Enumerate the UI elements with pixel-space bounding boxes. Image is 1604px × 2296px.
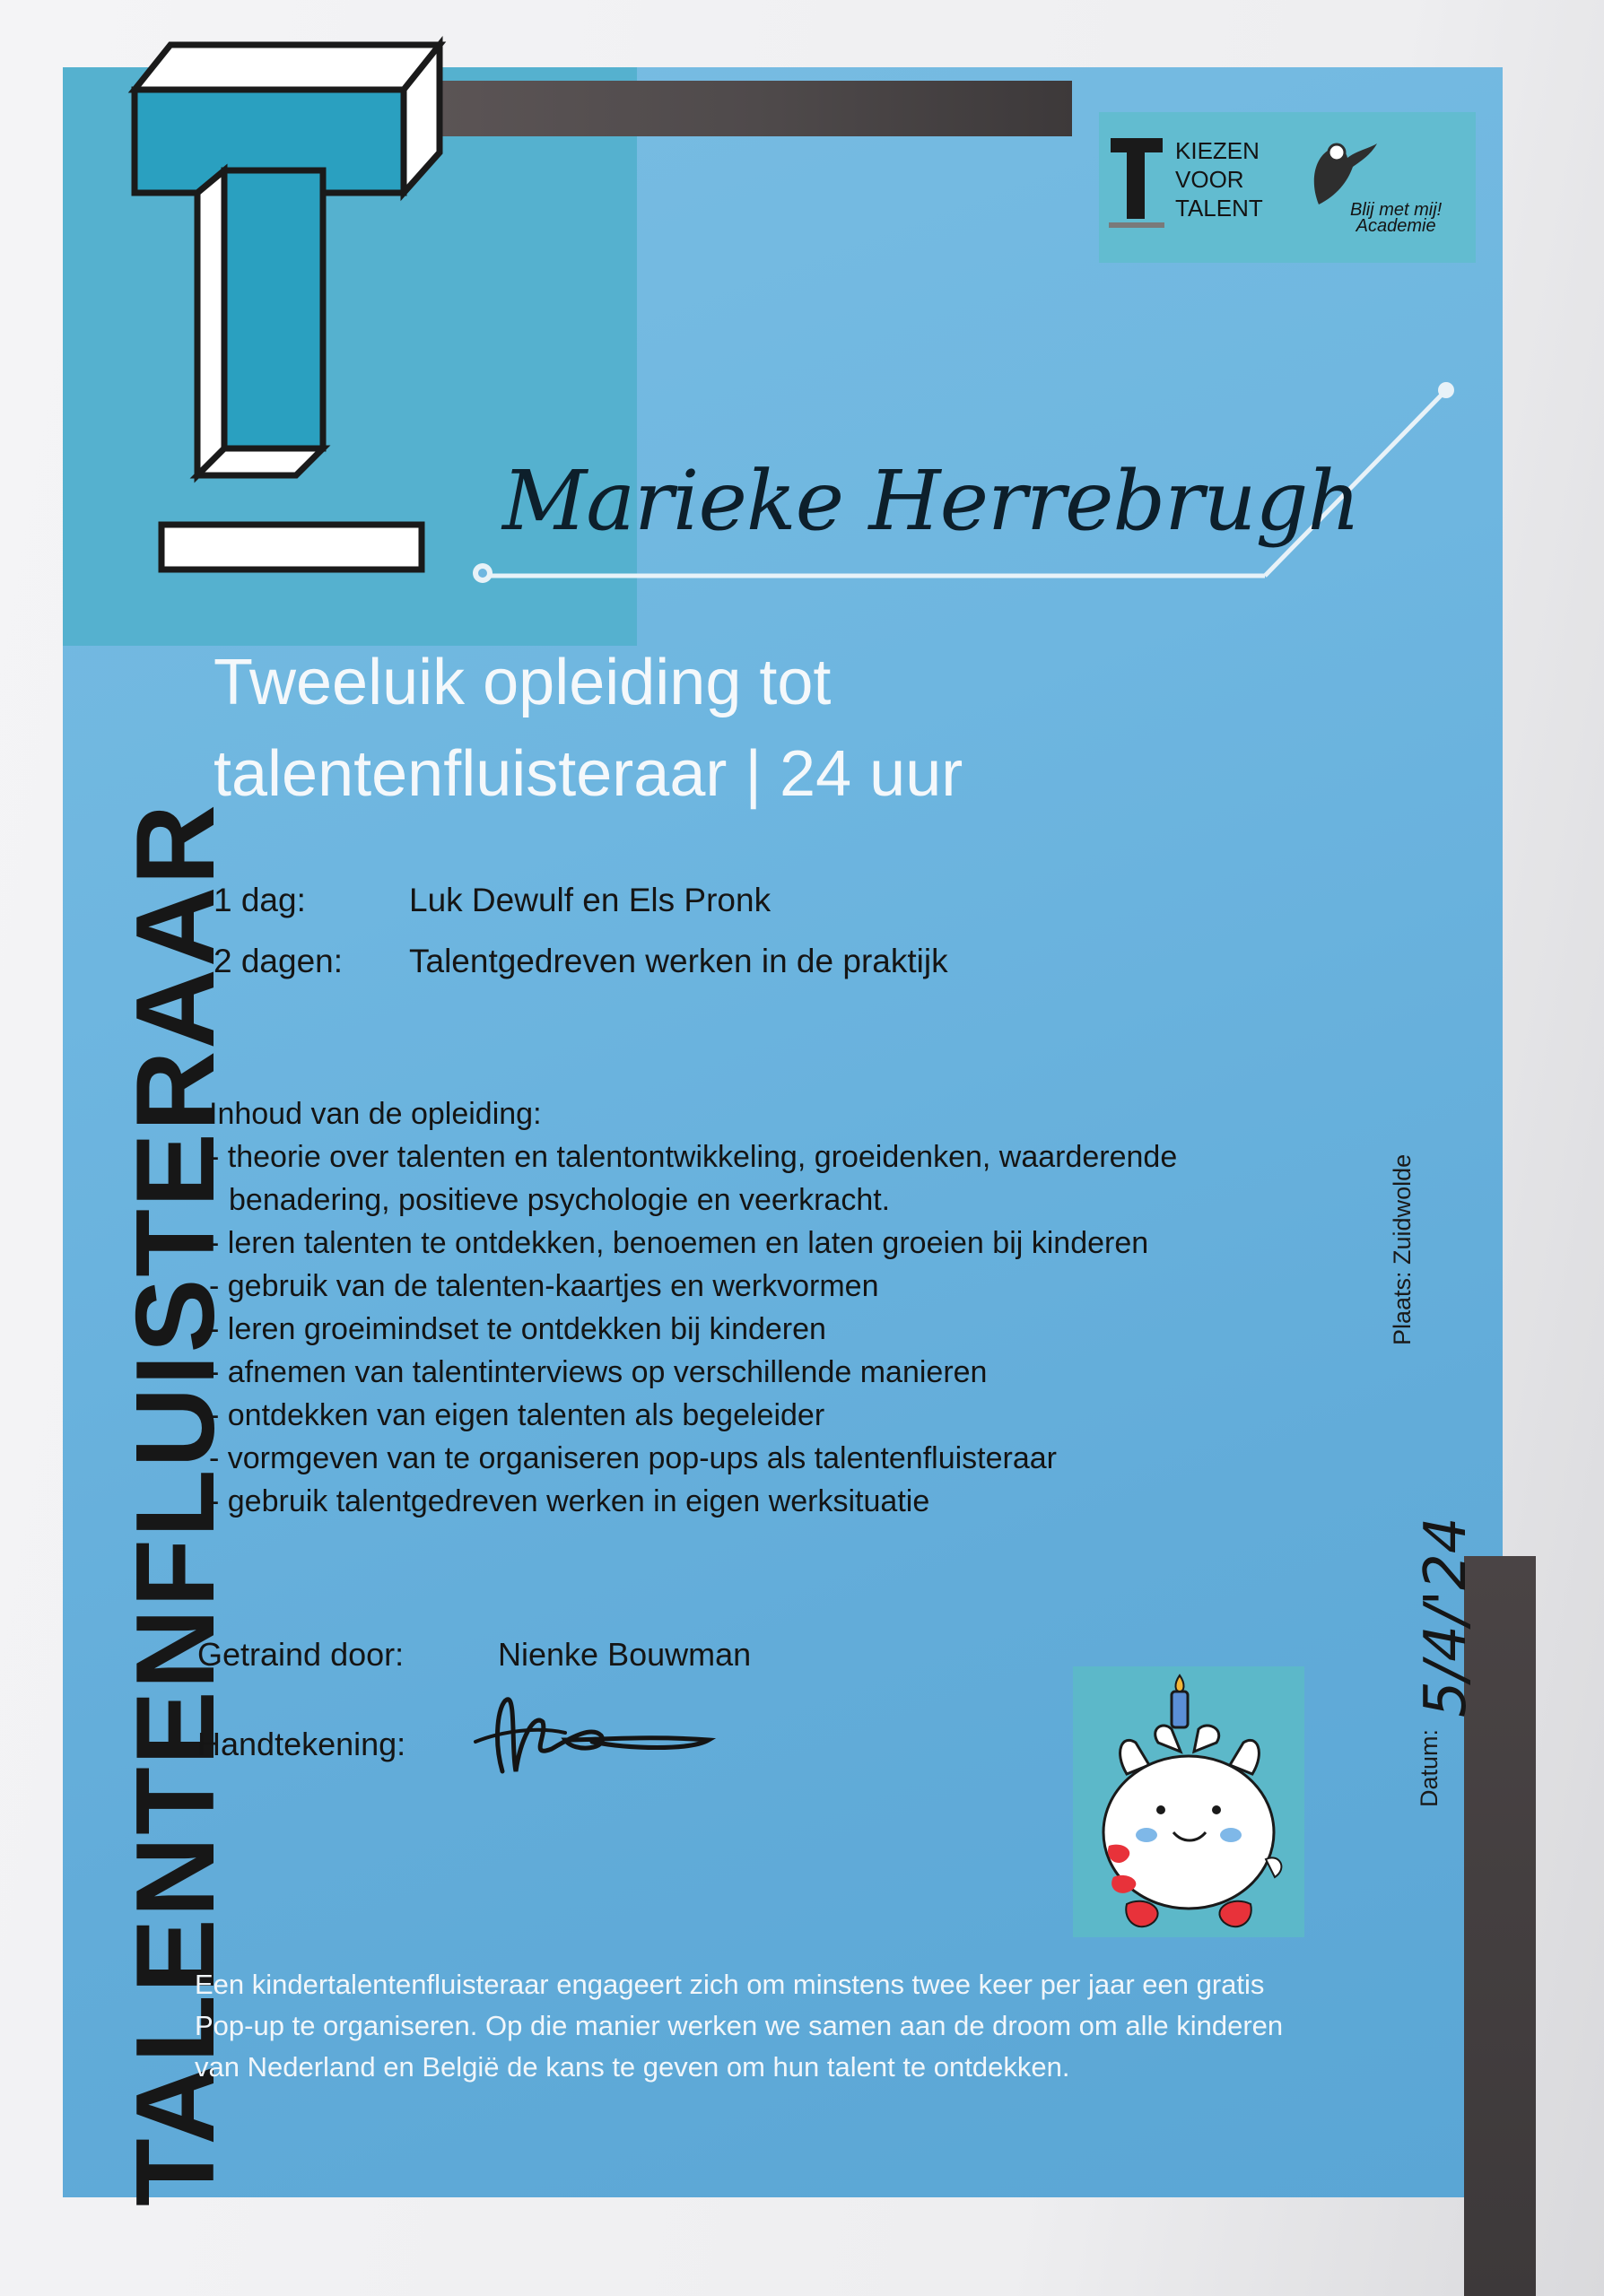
schedule-label: 2 dagen: — [214, 943, 344, 979]
schedule-row — [214, 931, 948, 992]
big-t-logo-icon — [117, 18, 458, 583]
content-item: - leren groeimindset te ontdekken bij kinderen — [209, 1312, 826, 1346]
footer-line: Pop-up te organiseren. Op die manier werken we samen aan de droom om alle kinderen — [195, 2010, 1284, 2041]
content-item: - gebruik talentgedreven werken in eigen werksituatie — [209, 1484, 930, 1518]
course-title-line-2: talentenfluisteraar | 24 uur — [214, 738, 963, 810]
date-label: Datum: — [1416, 1728, 1443, 1807]
footer-line: Een kindertalentenfluisteraar engageert zich om minstens twee keer per jaar een gratis — [195, 1969, 1265, 2000]
partner-logo-text — [1350, 202, 1442, 234]
logo-wordmark — [1175, 136, 1263, 222]
content-item: - vormgeven van te organiseren pop-ups als talentenfluisteraar — [209, 1441, 1057, 1475]
trainer-name: Nienke Bouwman — [498, 1636, 752, 1673]
content-item: - theorie over talenten en talentontwikkeling, groeidenken, waarderende — [209, 1140, 1178, 1174]
footer-line: van Nederland en België de kans te geven om hun talent te ontdekken. — [195, 2051, 1070, 2083]
kiezen-voor-talent-logo-icon — [1105, 133, 1168, 231]
content-item: - ontdekken van eigen talenten als begeleider — [209, 1398, 825, 1432]
schedule-value: Talentgedreven werken in de praktijk — [409, 943, 948, 979]
date-value: 5/4/'24 — [1413, 1517, 1479, 1718]
course-title-line-1: Tweeluik opleiding tot — [214, 647, 832, 718]
trainer-label: Getraind door: — [197, 1636, 405, 1673]
signature-icon — [466, 1686, 727, 1794]
course-content — [209, 1092, 1177, 1523]
place-text: Plaats: Zuidwolde — [1389, 1153, 1416, 1345]
content-item: - gebruik van de talenten-kaartjes en werkvormen — [209, 1269, 879, 1303]
schedule-table — [214, 870, 948, 992]
vertical-title: TALENTENFLUISTERAAR — [114, 803, 238, 2206]
recipient-name: Marieke Herrebrugh — [502, 453, 1360, 549]
partner-line-2: Academie — [1356, 216, 1436, 236]
schedule-value: Luk Dewulf en Els Pronk — [409, 882, 771, 918]
course-title — [214, 637, 1290, 820]
logo-line-3: TALENT — [1175, 195, 1263, 222]
schedule-row — [214, 870, 948, 931]
mascot-illustration-icon — [1073, 1666, 1304, 1937]
schedule-label: 1 dag: — [214, 882, 306, 918]
content-heading: Inhoud van de opleiding: — [209, 1097, 542, 1131]
footer-text — [195, 1964, 1397, 2088]
content-item: - afnemen van talentinterviews op verschillende manieren — [209, 1355, 988, 1389]
partner-line-1: Blij met mij! — [1350, 200, 1443, 220]
signature-label: Handtekening: — [197, 1726, 406, 1762]
content-item-continuation: benadering, positieve psychologie en veerkracht. — [229, 1183, 891, 1217]
logo-line-1: KIEZEN — [1175, 137, 1260, 164]
content-item: - leren talenten te ontdekken, benoemen en laten groeien bij kinderen — [209, 1226, 1149, 1260]
logo-line-2: VOOR — [1175, 166, 1244, 193]
top-dark-bar — [440, 81, 1072, 136]
